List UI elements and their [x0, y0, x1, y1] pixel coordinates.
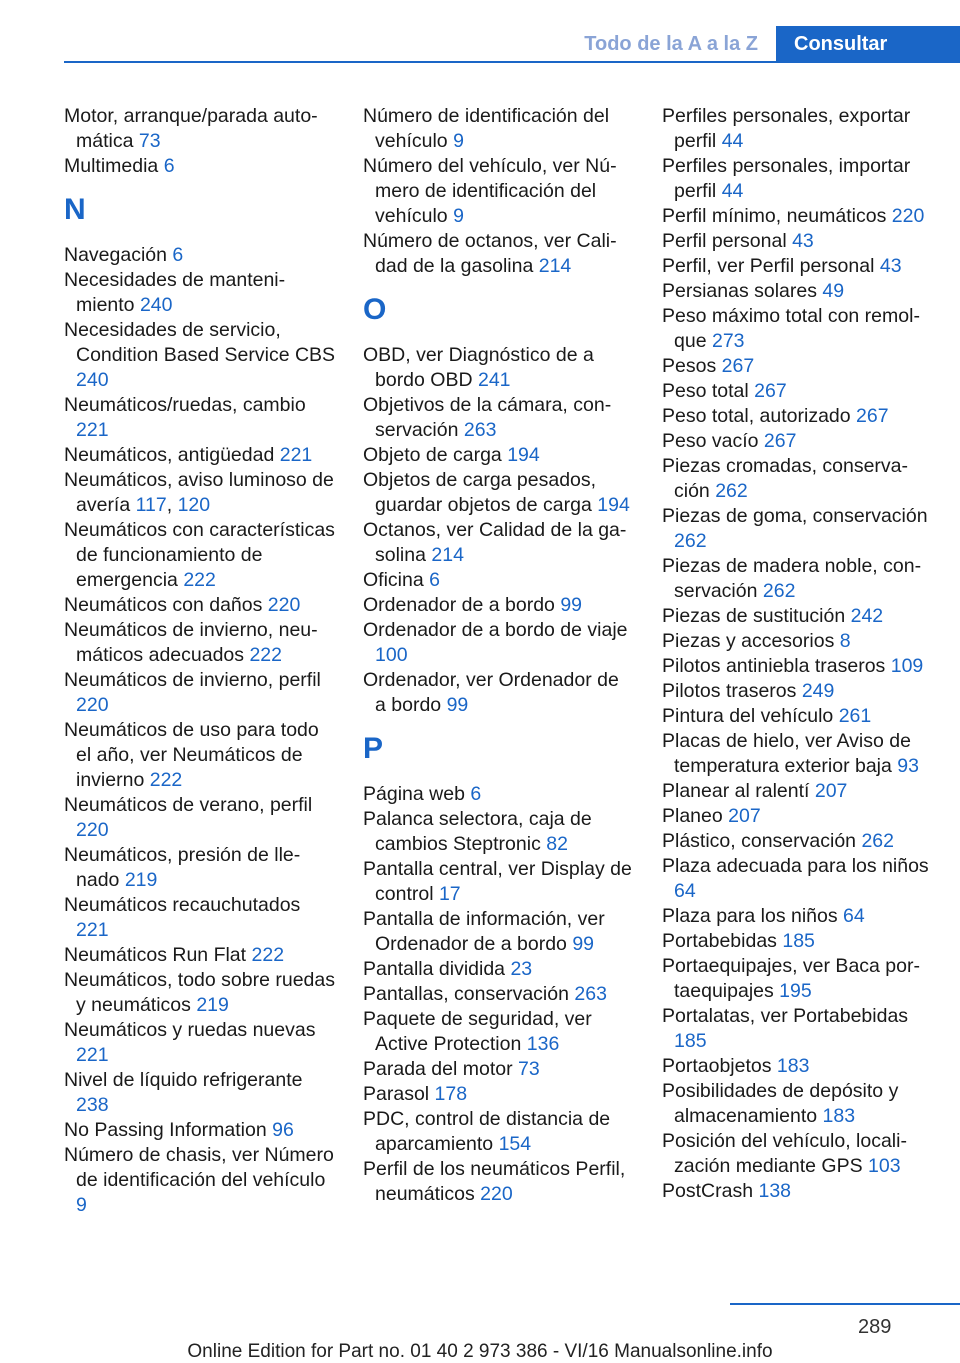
page-reference-link[interactable]: 73 — [138, 130, 161, 152]
index-entry — [64, 104, 336, 154]
page-reference-link[interactable]: 221 — [279, 444, 313, 466]
index-entry — [662, 204, 934, 229]
index-entry-term: Neumáticos/ruedas, cambio — [64, 394, 306, 416]
index-entry — [363, 907, 635, 957]
page-reference-link[interactable]: 222 — [249, 644, 282, 666]
page-reference-link[interactable]: 6 — [172, 244, 184, 266]
index-entry-term: Plaza para los niños — [662, 905, 838, 927]
index-entry-term: Planeo — [662, 805, 723, 827]
index-entry — [363, 1107, 635, 1157]
index-entry — [662, 554, 934, 604]
index-entry — [662, 504, 934, 554]
index-entry — [363, 393, 635, 443]
index-entry — [662, 1054, 934, 1079]
page-reference-link[interactable]: 49 — [822, 280, 845, 302]
index-entry-term: Neumáticos Run Flat — [64, 944, 247, 966]
index-entry — [363, 618, 635, 668]
page-reference-link[interactable]: 9 — [453, 205, 464, 227]
page-reference-link[interactable]: 219 — [124, 869, 158, 891]
index-entry-term: Perfil mínimo, neumáticos — [662, 205, 887, 227]
index-entry-term: Pantalla central, ver Display de control — [363, 858, 632, 905]
page-reference-link[interactable]: 154 — [498, 1133, 532, 1155]
watermark-text: Online Edition for Part no. 01 40 2 973 386 - VI/16 Manualsonline.info — [187, 1341, 773, 1362]
page-reference-link[interactable]: 99 — [446, 694, 469, 716]
page-reference-link[interactable]: 64 — [674, 880, 696, 902]
index-entry-term: Octanos, ver Calidad de la gasolina — [363, 519, 627, 566]
index-entry-term: Ordenador, ver Ordenador de a bordo — [363, 669, 619, 716]
page-reference-link[interactable]: 73 — [518, 1058, 540, 1080]
page-reference-link[interactable]: 178 — [434, 1083, 468, 1105]
index-entry-term: Ordenador de a bordo — [363, 594, 555, 616]
index-entry: Neumáticos, aviso luminoso de avería 117, 120 — [64, 469, 334, 516]
index-entry-term: Número de octanos, ver Calidad de la gasolina — [363, 230, 617, 277]
page-reference-link[interactable]: 222 — [149, 769, 183, 791]
index-entry-term: Pantallas, conservación — [363, 983, 569, 1005]
index-entry-term: Pantalla de información, ver Ordenador de a bordo — [363, 908, 605, 955]
page-reference-link[interactable]: 222 — [251, 944, 285, 966]
index-entry — [64, 268, 336, 318]
index-entry — [662, 354, 934, 379]
page-reference-link[interactable]: 64 — [843, 905, 865, 927]
index-entry-term: OBD, ver Diagnóstico de a bordo OBD — [363, 344, 594, 391]
page-reference-link[interactable]: 262 — [715, 480, 748, 502]
index-entry-term: Neumáticos y ruedas nuevas — [64, 1019, 316, 1041]
index-entry — [363, 568, 635, 593]
index-entry — [64, 668, 336, 718]
page-reference-link[interactable]: 183 — [776, 1055, 810, 1077]
index-entry-term: Página web — [363, 783, 465, 805]
page-reference-link[interactable]: 44 — [721, 130, 744, 152]
index-entry-term: Número de chasis, ver Número de identificación del vehículo — [64, 1144, 334, 1191]
page-reference-link[interactable]: 43 — [879, 255, 902, 277]
index-entry-term: Peso total — [662, 380, 749, 402]
index-entry — [363, 782, 635, 807]
index-entry-term: Neumáticos, presión de llenado — [64, 844, 301, 891]
page-reference-link[interactable]: 183 — [822, 1105, 856, 1127]
index-entry-term: Neumáticos de uso para todo el año, ver Neumáticos de invierno — [64, 719, 319, 791]
index-entry-term: Perfil personal — [662, 230, 787, 252]
page-reference-link[interactable]: 194 — [597, 494, 630, 516]
page-reference-link[interactable]: 6 — [470, 783, 482, 805]
page-reference-link[interactable]: 99 — [560, 594, 583, 616]
index-entry — [64, 443, 336, 468]
page-reference-link[interactable]: 100 — [375, 644, 408, 666]
tab-todo-de-la-a-a-la-z[interactable]: Todo de la A a la Z — [584, 32, 758, 55]
index-entry — [64, 893, 336, 943]
index-column-3 — [662, 104, 934, 1204]
index-entry-term: Plástico, conservación — [662, 830, 857, 852]
index-entry-term: PostCrash — [662, 1180, 754, 1202]
index-entry — [662, 254, 934, 279]
index-entry — [363, 104, 635, 154]
index-entry-term: Neumáticos de verano, perfil — [64, 794, 313, 816]
index-entry — [662, 929, 934, 954]
index-entry — [662, 629, 934, 654]
index-entry-term: Peso total, autorizado — [662, 405, 851, 427]
index-entry — [363, 154, 635, 229]
footer-edition-text — [0, 1341, 960, 1363]
page-reference-link[interactable]: 221 — [76, 1044, 109, 1066]
index-entry-term: Perfiles personales, importar perfil — [662, 155, 911, 202]
index-entry-term: Pintura del vehículo — [662, 705, 834, 727]
index-entry-term: Neumáticos de invierno, neumáticos adecuados — [64, 619, 318, 666]
page-reference-link[interactable]: 267 — [754, 380, 787, 402]
index-entry-term: Planear al ralentí — [662, 780, 810, 802]
index-entry — [662, 729, 934, 779]
page-reference-link[interactable]: 262 — [762, 580, 796, 602]
index-entry-term: Parasol — [363, 1083, 430, 1105]
index-entry — [363, 443, 635, 468]
header-tabs — [584, 26, 960, 62]
page-reference-link[interactable]: 6 — [163, 155, 175, 177]
index-entry — [662, 1179, 934, 1204]
index-entry — [64, 1068, 336, 1118]
index-entry — [64, 1118, 336, 1143]
footer-rule — [730, 1303, 960, 1305]
index-entry — [662, 379, 934, 404]
index-entry — [662, 804, 934, 829]
index-entry-term: Persianas solares — [662, 280, 817, 302]
page-reference-link[interactable]: 222 — [183, 569, 216, 591]
index-entry-term: Número de identificación del vehículo — [363, 105, 610, 152]
page-reference-link[interactable]: 263 — [574, 983, 607, 1005]
index-entry — [662, 829, 934, 854]
page-reference-link[interactable]: 207 — [814, 780, 848, 802]
index-entry-term: Objetivos de la cámara, conservación — [363, 394, 612, 441]
index-entry-term: Perfil, ver Perfil personal — [662, 255, 875, 277]
page-reference-link[interactable]: 96 — [272, 1119, 294, 1141]
index-entry-term: Peso máximo total con remolque — [662, 305, 920, 352]
index-entry — [662, 954, 934, 1004]
page-reference-link[interactable]: 214 — [538, 255, 572, 277]
section-letter: O — [363, 293, 387, 326]
index-entry-term: Necesidades de mantenimiento — [64, 269, 286, 316]
index-entry-term: Objetos de carga pesados, guardar objetos de carga — [363, 469, 597, 516]
page-reference-link[interactable]: 261 — [838, 705, 872, 727]
index-entry — [64, 318, 336, 393]
index-entry — [662, 679, 934, 704]
page-reference-link[interactable]: 99 — [572, 933, 595, 955]
index-entry — [64, 243, 336, 268]
index-entry — [64, 843, 336, 893]
page-reference-link[interactable]: 214 — [431, 544, 464, 566]
page-reference-link[interactable]: 9 — [76, 1194, 87, 1216]
index-entry — [662, 154, 934, 204]
tab-consultar[interactable]: Consultar — [776, 26, 960, 62]
page-reference-link[interactable]: 43 — [792, 230, 814, 252]
page-reference-link[interactable]: 240 — [76, 369, 109, 391]
index-column-1 — [64, 104, 336, 1218]
index-entry — [662, 1004, 934, 1054]
index-entry-term: Motor, arranque/parada automática — [64, 105, 318, 152]
page-reference-link[interactable]: 82 — [546, 833, 568, 855]
index-column-2 — [363, 104, 635, 1207]
index-entry — [363, 1057, 635, 1082]
page-reference-link[interactable]: 136 — [526, 1033, 560, 1055]
index-entry — [662, 654, 934, 679]
index-entry — [64, 618, 336, 668]
index-entry-term: Parada del motor — [363, 1058, 513, 1080]
page-reference-link[interactable]: 44 — [721, 180, 744, 202]
index-entry — [64, 154, 336, 179]
index-entry-term: Pesos — [662, 355, 717, 377]
index-entry-term: Necesidades de servicio, Condition Based Service CBS — [64, 319, 336, 366]
index-entry — [662, 304, 934, 354]
index-entry-term: Piezas de madera noble, conservación — [662, 555, 922, 602]
index-entry — [64, 793, 336, 843]
index-entry — [64, 718, 336, 793]
page-reference-link[interactable]: 267 — [721, 355, 755, 377]
index-entry-term: Neumáticos con características de funcionamiento de emergencia — [64, 519, 335, 591]
index-entry-term: Navegación — [64, 244, 167, 266]
index-entry-term: Paquete de seguridad, ver Active Protection — [363, 1008, 592, 1055]
index-entry-term: Perfiles personales, exportar perfil — [662, 105, 911, 152]
page-reference-link[interactable]: 23 — [510, 958, 533, 980]
page-reference-link[interactable]: 240 — [139, 294, 173, 316]
page-reference-link[interactable]: 220 — [891, 205, 925, 227]
page-reference-link[interactable]: 262 — [861, 830, 894, 852]
page-reference-link[interactable]: 8 — [839, 630, 851, 652]
index-entry-term: Neumáticos, aviso luminoso de avería — [64, 469, 334, 516]
index-entry — [363, 343, 635, 393]
page-reference-link[interactable]: 9 — [453, 130, 464, 152]
index-entry — [64, 943, 336, 968]
index-entry-term: Piezas de sustitución — [662, 605, 846, 627]
page-reference-link[interactable]: 207 — [728, 805, 761, 827]
page-reference-link[interactable]: 220 — [76, 694, 109, 716]
index-entry-term: Placas de hielo, ver Aviso de temperatura exterior baja — [662, 730, 911, 777]
index-entry — [662, 404, 934, 429]
index-entry — [662, 854, 934, 904]
index-entry-term: Portaequipajes, ver Baca portaequipajes — [662, 955, 920, 1002]
section-letter: N — [64, 193, 86, 226]
page-reference-link[interactable]: 194 — [507, 444, 540, 466]
page-reference-link[interactable]: 273 — [711, 330, 745, 352]
page-reference-link[interactable]: 262 — [674, 530, 707, 552]
index-entry-term: Neumáticos recauchutados — [64, 894, 301, 916]
page-reference-link[interactable]: 120 — [177, 494, 211, 516]
page-reference-link[interactable]: 117 — [135, 494, 167, 516]
index-entry-term: Piezas de goma, conservación — [662, 505, 928, 527]
index-entry-term: Piezas cromadas, conservación — [662, 455, 909, 502]
index-entry — [662, 1079, 934, 1129]
index-entry-term: Neumáticos con daños — [64, 594, 263, 616]
page-reference-link[interactable]: 267 — [763, 430, 797, 452]
index-entry — [64, 1018, 336, 1068]
index-entry — [363, 857, 635, 907]
page-reference-link[interactable]: 238 — [76, 1094, 109, 1116]
page-reference-link[interactable]: 93 — [897, 755, 919, 777]
index-entry-term: No Passing Information — [64, 1119, 267, 1141]
index-entry — [662, 704, 934, 729]
index-entry-term: Palanca selectora, caja de cambios Steptronic — [363, 808, 592, 855]
index-entry-term: Portalatas, ver Portabebidas — [662, 1005, 909, 1027]
index-entry-term: Posibilidades de depósito y almacenamiento — [662, 1080, 899, 1127]
index-entry — [662, 604, 934, 629]
index-entry-term: Pilotos traseros — [662, 680, 797, 702]
index-entry-term: Neumáticos de invierno, perfil — [64, 669, 321, 691]
index-entry — [64, 1143, 336, 1218]
index-entry — [363, 807, 635, 857]
page-reference-link[interactable]: 221 — [76, 919, 109, 941]
index-entry-term: Piezas y accesorios — [662, 630, 835, 652]
page-reference-link[interactable]: 242 — [850, 605, 884, 627]
page-reference-link[interactable]: 185 — [782, 930, 815, 952]
index-entry-term: Portabebidas — [662, 930, 777, 952]
page-reference-link[interactable]: 219 — [196, 994, 229, 1016]
page-reference-link[interactable]: 263 — [463, 419, 497, 441]
index-entry-term: PDC, control de distancia de aparcamiento — [363, 1108, 611, 1155]
index-entry — [363, 1007, 635, 1057]
index-entry-term: Ordenador de a bordo de viaje — [363, 619, 628, 641]
page-reference-link[interactable]: 221 — [76, 419, 109, 441]
index-entry — [662, 454, 934, 504]
page-reference-link[interactable]: 267 — [856, 405, 889, 427]
index-entry — [363, 982, 635, 1007]
header-rule — [64, 61, 960, 63]
page-reference-link[interactable]: 249 — [801, 680, 835, 702]
index-entry — [363, 518, 635, 568]
index-entry-term: Perfil de los neumáticos Perfil, neumáticos — [363, 1158, 626, 1205]
page-reference-link[interactable]: 220 — [76, 819, 109, 841]
section-letter: P — [363, 732, 384, 765]
index-entry — [363, 1157, 635, 1207]
index-entry-term: Portaobjetos — [662, 1055, 772, 1077]
page-reference-link[interactable]: 6 — [429, 569, 440, 591]
index-entry — [64, 968, 336, 1018]
page-reference-link[interactable]: 138 — [758, 1180, 792, 1202]
index-entry — [363, 1082, 635, 1107]
index-entry-term: Número del vehículo, ver Número de identificación del vehículo — [363, 155, 617, 227]
index-entry — [363, 229, 635, 279]
index-entry — [64, 518, 336, 593]
index-entry-term: Neumáticos, antigüedad — [64, 444, 275, 466]
index-entry-term: Pantalla dividida — [363, 958, 506, 980]
index-entry — [662, 779, 934, 804]
page-reference-link[interactable]: 220 — [480, 1183, 513, 1205]
index-entry-term: Objeto de carga — [363, 444, 502, 466]
index-entry — [64, 393, 336, 443]
page-reference-link[interactable]: 17 — [438, 883, 461, 905]
page-number: 289 — [858, 1316, 892, 1338]
page-reference-link[interactable]: 195 — [779, 980, 812, 1002]
index-entry — [662, 1129, 934, 1179]
index-entry-term: Nivel de líquido refrigerante — [64, 1069, 303, 1091]
index-entry-term: Peso vacío — [662, 430, 759, 452]
page-reference-link[interactable]: 241 — [477, 369, 511, 391]
index-entry — [363, 593, 635, 618]
index-entry — [363, 468, 635, 518]
page-reference-link[interactable]: 185 — [674, 1030, 707, 1052]
index-entry-term: Multimedia — [64, 155, 159, 177]
index-entry-term: Posición del vehículo, localización mediante GPS — [662, 1130, 907, 1177]
index-entry — [363, 957, 635, 982]
index-entry — [662, 429, 934, 454]
index-entry — [662, 904, 934, 929]
page-reference-link[interactable]: 109 — [890, 655, 924, 677]
index-entry-term: Pilotos antiniebla traseros — [662, 655, 886, 677]
index-entry — [363, 668, 635, 718]
index-entry-term: Neumáticos, todo sobre ruedas y neumáticos — [64, 969, 335, 1016]
page-reference-link[interactable]: 220 — [267, 594, 301, 616]
index-entry — [662, 279, 934, 304]
page-reference-link[interactable]: 103 — [868, 1155, 901, 1177]
index-entry — [662, 104, 934, 154]
index-entry — [662, 229, 934, 254]
index-entry — [64, 593, 336, 618]
index-entry-term: Plaza adecuada para los niños — [662, 855, 929, 877]
index-entry-term: Oficina — [363, 569, 424, 591]
